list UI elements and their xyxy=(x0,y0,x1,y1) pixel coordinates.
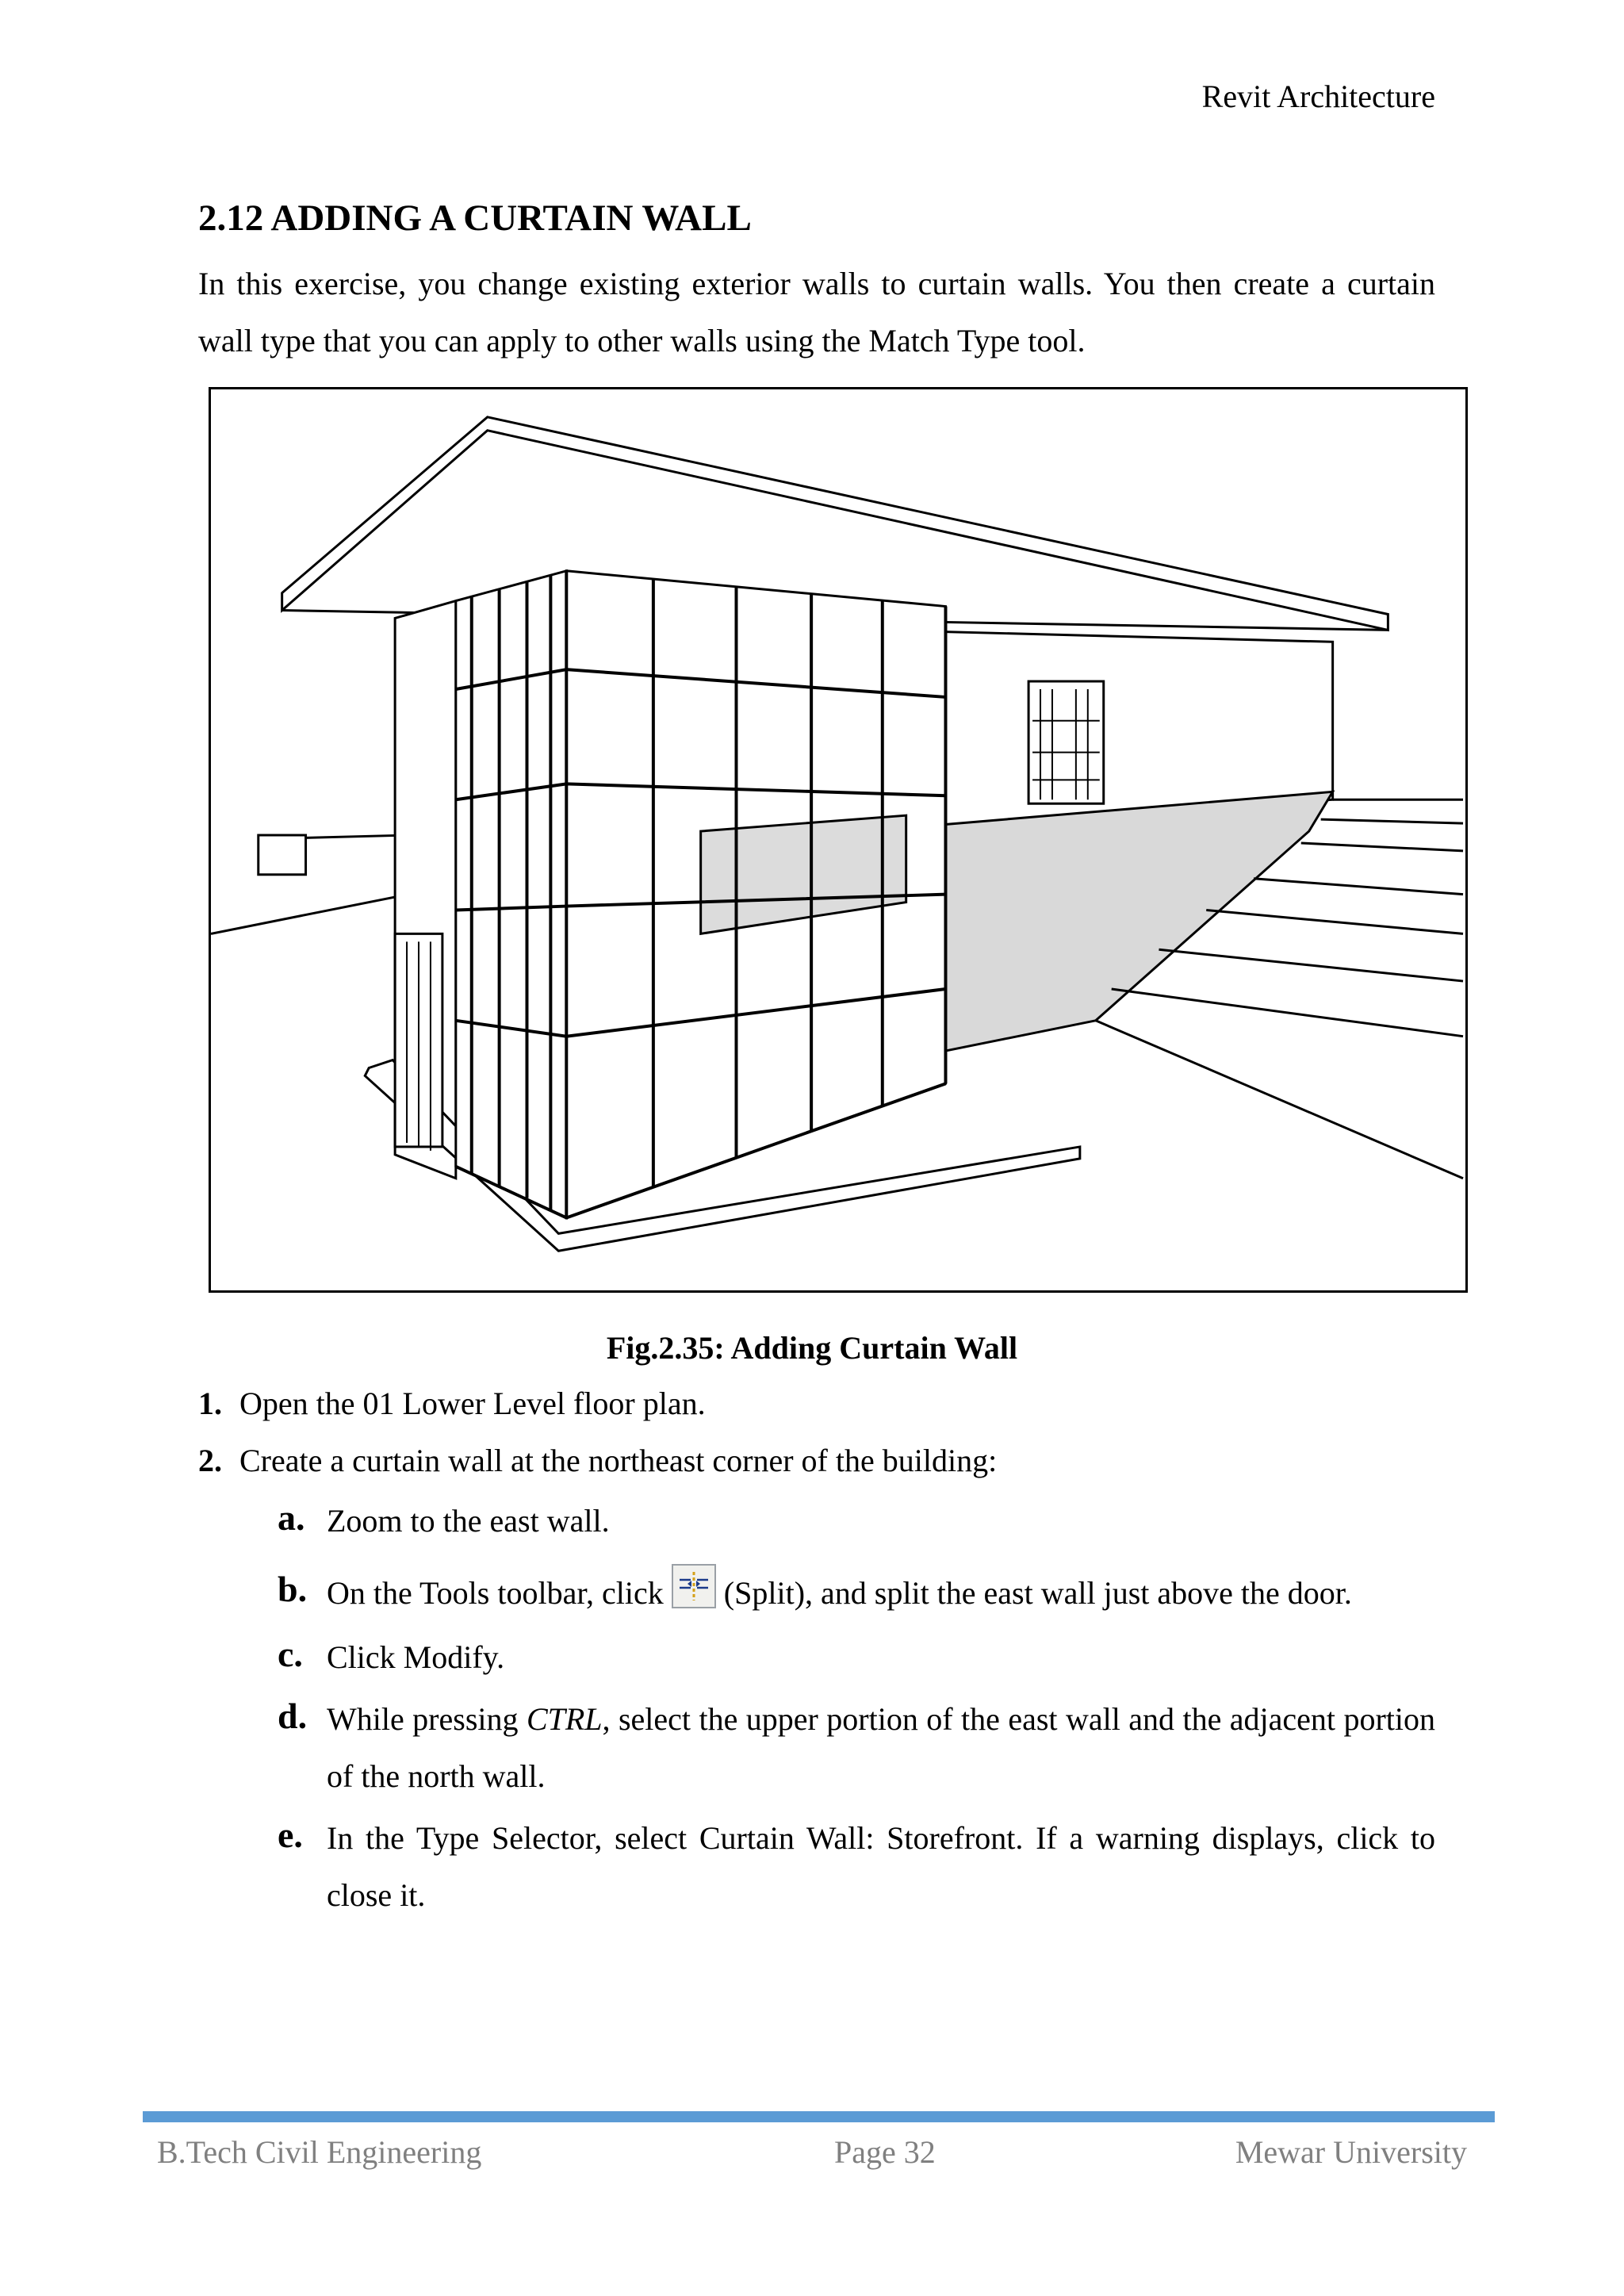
substep-letter: e. xyxy=(278,1815,303,1855)
step-text: Create a curtain wall at the northeast corner of the building: xyxy=(239,1443,998,1478)
substep-a xyxy=(278,1493,1435,1550)
curtain-wall-figure xyxy=(209,387,1468,1293)
step-number: 2. xyxy=(198,1443,222,1478)
substep-d xyxy=(278,1691,1435,1805)
substep-text-before: On the Tools toolbar, click xyxy=(327,1575,664,1611)
step-2 xyxy=(198,1432,1435,1489)
split-tool-icon xyxy=(672,1564,716,1608)
substep-letter: c. xyxy=(278,1634,303,1674)
step-number: 1. xyxy=(198,1386,222,1421)
intro-paragraph: In this exercise, you change existing exterior walls to curtain walls. You then create a curtain wall type that you can apply to other walls using the Match Type tool. xyxy=(198,266,1435,358)
substep-c xyxy=(278,1629,1435,1686)
substep-text-after: (Split), and split the east wall just above the door. xyxy=(723,1575,1352,1611)
substep-text-before: While pressing xyxy=(327,1701,519,1737)
substep-text xyxy=(327,1691,1435,1805)
footer-left: B.Tech Civil Engineering xyxy=(157,2134,482,2170)
substep-text: Click Modify. xyxy=(327,1639,505,1675)
substep-letter: b. xyxy=(278,1569,308,1609)
substep-text xyxy=(327,1564,1435,1622)
step-text: Open the 01 Lower Level floor plan. xyxy=(239,1386,706,1421)
running-header: Revit Architecture xyxy=(1201,79,1435,114)
figure-caption: Fig.2.35: Adding Curtain Wall xyxy=(606,1330,1018,1366)
substep-letter: a. xyxy=(278,1497,305,1538)
substep-text: Zoom to the east wall. xyxy=(327,1503,610,1539)
section-title: 2.12 ADDING A CURTAIN WALL xyxy=(198,197,752,239)
substep-text-after: , select the upper portion of the east wall and the adjacent portion of the north wall. xyxy=(327,1701,1435,1794)
step-1 xyxy=(198,1375,1435,1432)
curtain-wall-illustration xyxy=(211,389,1465,1290)
substep-e xyxy=(278,1810,1435,1924)
ctrl-key-text: CTRL xyxy=(526,1701,603,1737)
footer-right: Mewar University xyxy=(1235,2134,1467,2170)
substep-b xyxy=(278,1564,1435,1621)
footer-rule xyxy=(143,2111,1495,2122)
substep-text: In the Type Selector, select Curtain Wall: Storefront. If a warning displays, click to close it. xyxy=(327,1820,1435,1913)
footer-page-number: Page 32 xyxy=(834,2134,936,2170)
substep-letter: d. xyxy=(278,1696,308,1736)
